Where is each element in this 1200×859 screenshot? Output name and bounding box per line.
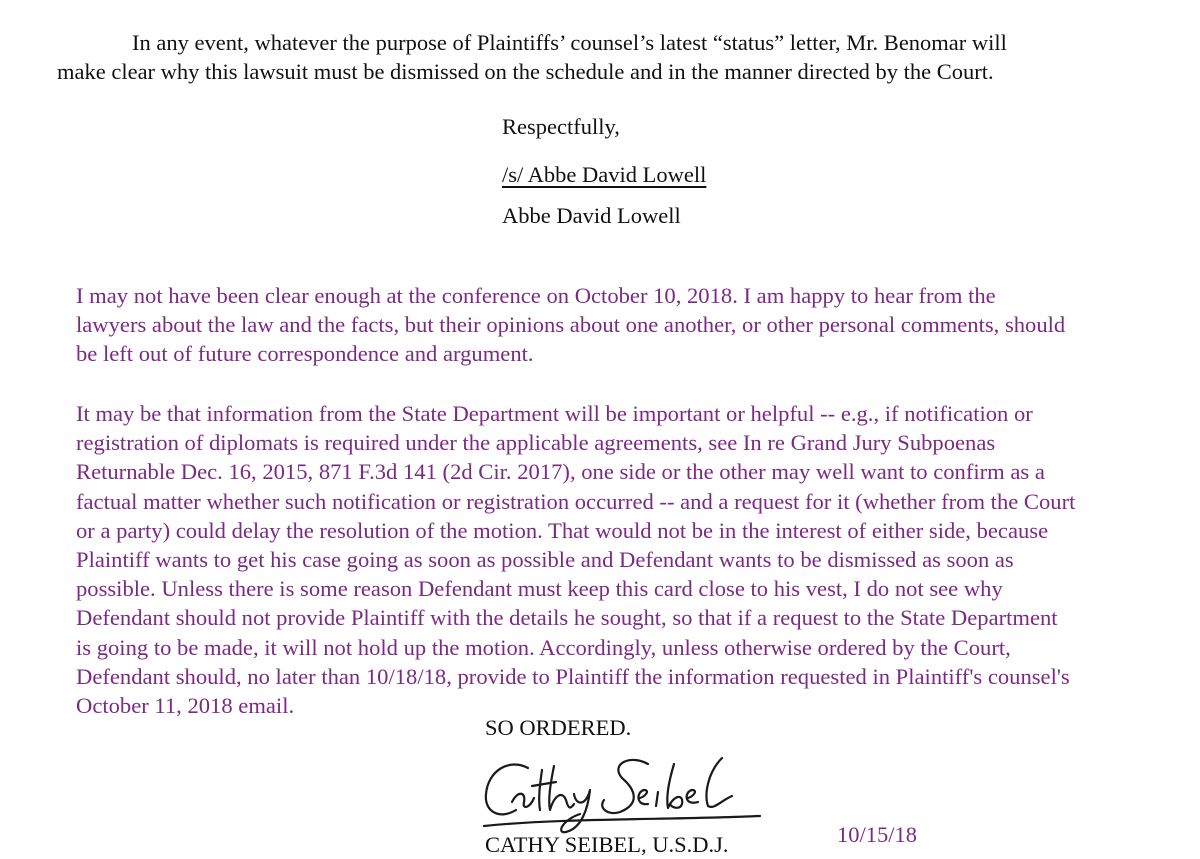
order-date: 10/15/18 <box>837 822 918 847</box>
letter-paragraph-line: make clear why this lawsuit must be dismissed on the schedule and in the manner directed by the Court. <box>57 59 994 84</box>
order-paragraph-2 <box>76 399 1075 720</box>
order-line: be left out of future correspondence and argument. <box>76 341 534 367</box>
judge-handwritten-signature <box>470 750 770 834</box>
order-line: possible. Unless there is some reason Defendant must keep this card close to his vest, I do not see why <box>76 576 1003 602</box>
order-line: is going to be made, it will not hold up the motion. Accordingly, unless otherwise ordered by the Court, <box>76 634 1011 660</box>
signer-name: Abbe David Lowell <box>502 203 681 228</box>
order-line: Defendant should, no later than 10/18/18, provide to Plaintiff the information requested in Plaintiff's counsel's <box>76 663 1070 689</box>
order-line: Plaintiff wants to get his case going as soon as possible and Defendant wants to be dismissed as soon as <box>76 547 1014 573</box>
order-line: Returnable Dec. 16, 2015, 871 F.3d 141 (2d Cir. 2017), one side or the other may well want to confirm as a <box>76 459 1045 485</box>
order-line: registration of diplomats is required under the applicable agreements, see In re Grand Jury Subpoenas <box>76 430 996 456</box>
order-line: Defendant should not provide Plaintiff with the details he sought, so that if a request to the State Department <box>76 605 1058 631</box>
order-line: October 11, 2018 email. <box>76 693 295 719</box>
electronic-signature: /s/ Abbe David Lowell <box>502 162 707 187</box>
order-line: lawyers about the law and the facts, but their opinions about one another, or other personal comments, should <box>76 312 1066 338</box>
judge-name: CATHY SEIBEL, U.S.D.J. <box>485 832 729 857</box>
order-line: It may be that information from the State Department will be important or helpful -- e.g., if notification or <box>76 401 1033 426</box>
order-line: or a party) could delay the resolution of the motion. That would not be in the interest of either side, because <box>76 517 1049 543</box>
letter-closing-paragraph <box>57 28 1167 86</box>
letter-closing: Respectfully, <box>502 114 620 139</box>
letter-paragraph-line: In any event, whatever the purpose of Plaintiffs’ counsel’s latest “status” letter, Mr. Benomar will <box>132 30 1007 55</box>
order-line: factual matter whether such notification or registration occurred -- and a request for it (whether from the Court <box>76 488 1076 514</box>
so-ordered-label: SO ORDERED. <box>485 715 632 740</box>
order-line: I may not have been clear enough at the conference on October 10, 2018. I am happy to hear from the <box>76 283 996 308</box>
judge-signature-text: Cathy Seibel <box>620 794 626 795</box>
order-paragraph-1 <box>76 281 1065 369</box>
